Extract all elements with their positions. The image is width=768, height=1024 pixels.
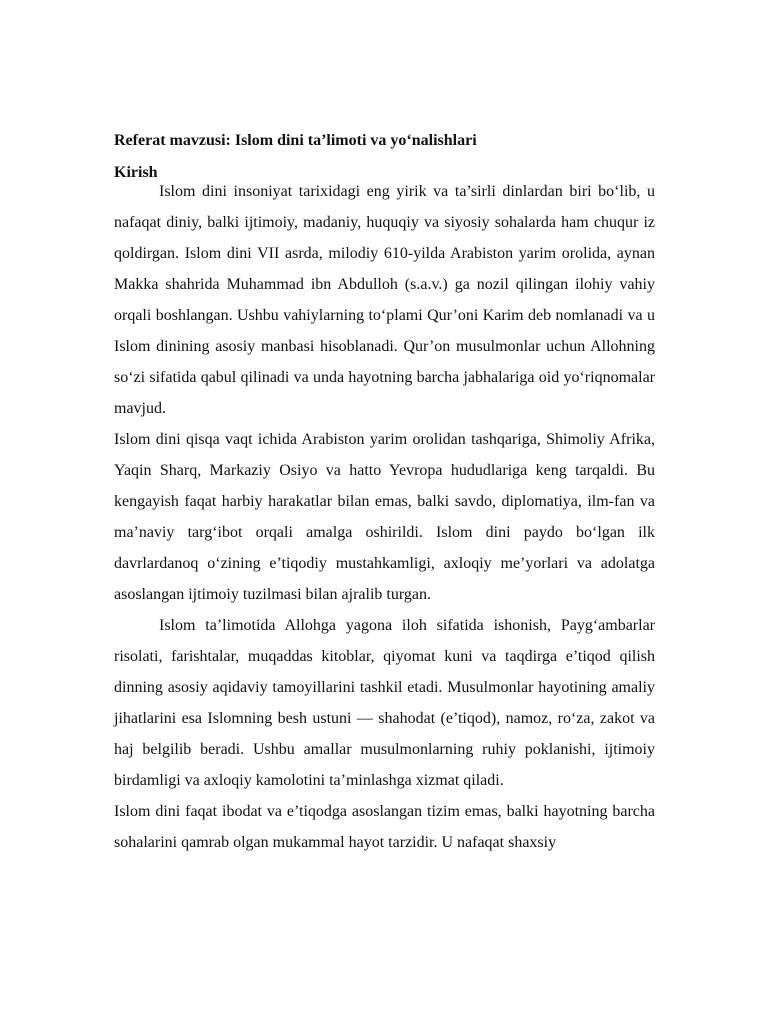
document-title: Referat mavzusi: Islom dini ta’limoti va yo‘nalishlari [114,132,477,149]
paragraph-2: Islom dini qisqa vaqt ichida Arabiston yarim orolidan tashqariga, Shimoliy Afrika, Yaqin Sharq, Markaziy Osiyo va hatto Yevropa hududlariga keng tarqaldi. Bu kengayish faqat harbiy harakatlar bilan emas, balki savdo, diplomatiya, ilm-fan va ma’naviy targ‘ibot orqali amalga oshirildi. Islom dini paydo bo‘lgan ilk davrlardanoq o‘zining e’tiqodiy mustahkamligi, axloqiy me’yorlari va adolatga asoslangan ijtimoiy tuzilmasi bilan ajralib turgan. [114,431,655,603]
paragraph-4: Islom dini faqat ibodat va e’tiqodga asoslangan tizim emas, balki hayotning barcha sohalarini qamrab olgan mukammal hayot tarzidir. U nafaqat shaxsiy [114,803,655,851]
section-heading: Kirish [114,164,158,181]
paragraph-1: Islom dini insoniyat tarixidagi eng yirik va ta’sirli dinlardan biri bo‘lib, u nafaqat diniy, balki ijtimoiy, madaniy, huquqiy va siyosiy sohalarda ham chuqur iz qoldirgan. Islom dini VII asrda, milodiy 610-yilda Arabiston yarim orolida, aynan Makka shahrida Muhammad ibn Abdulloh (s.a.v.) ga nozil qilingan ilohiy vahiy orqali boshlangan. Ushbu vahiylarning to‘plami Qur’oni Karim deb nomlanadi va u Islom dinining asosiy manbasi hisoblanadi. Qur’on musulmonlar uchun Allohning so‘zi sifatida qabul qilinadi va unda hayotning barcha jabhalariga oid yo‘riqnomalar mavjud. [114,183,655,417]
document-body [114,128,655,858]
paragraph-3: Islom ta’limotida Allohga yagona iloh sifatida ishonish, Payg‘ambarlar risolati, farishtalar, muqaddas kitoblar, qiyomat kuni va taqdirga e’tiqod qilish dinning asosiy aqidaviy tamoyillarini tashkil etadi. Musulmonlar hayotining amaliy jihatlarini esa Islomning besh ustuni — shahodat (e’tiqod), namoz, ro‘za, zakot va haj belgilib beradi. Ushbu amallar musulmonlarning ruhiy poklanishi, ijtimoiy birdamligi va axloqiy kamolotini ta’minlashga xizmat qiladi. [114,617,655,789]
